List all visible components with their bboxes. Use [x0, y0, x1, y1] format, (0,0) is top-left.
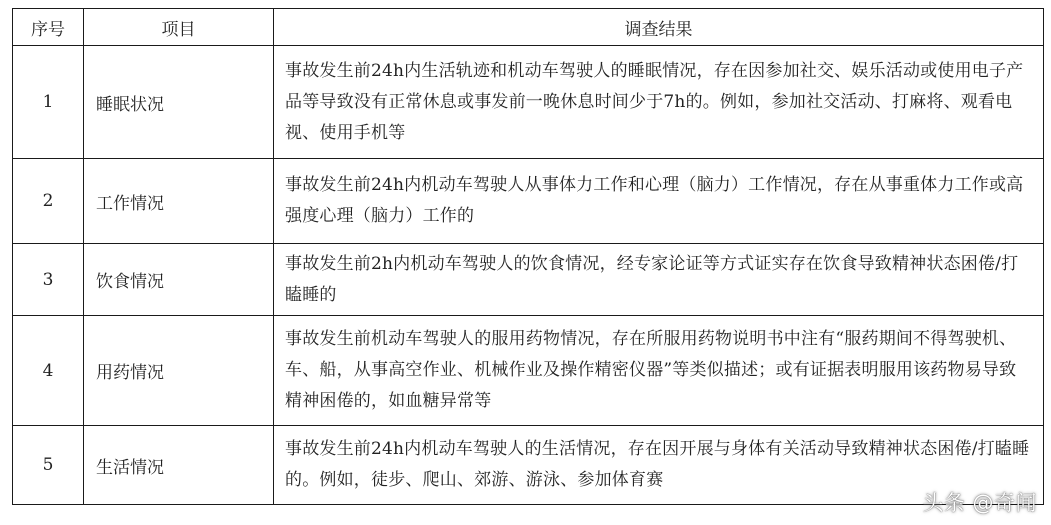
row-item: 生活情况	[84, 426, 274, 505]
header-item: 项目	[84, 9, 274, 46]
header-result: 调查结果	[274, 9, 1044, 46]
row-result: 事故发生前机动车驾驶人的服用药物情况，存在所服用药物说明书中注有“服药期间不得驾驶机、车、船，从事高空作业、机械作业及操作精密仪器”等类似描述；或有证据表明服用该药物易导致精神困倦的，如血糖异常等	[274, 316, 1044, 426]
table-row	[13, 244, 1044, 316]
row-item: 饮食情况	[84, 244, 274, 316]
table-row	[13, 316, 1044, 426]
row-result: 事故发生前24h内生活轨迹和机动车驾驶人的睡眠情况，存在因参加社交、娱乐活动或使用电子产品等导致没有正常休息或事发前一晚休息时间少于7h的。例如，参加社交活动、打麻将、观看电视、使用手机等	[274, 46, 1044, 159]
row-number: 5	[13, 426, 84, 505]
header-no: 序号	[13, 9, 84, 46]
row-result: 事故发生前2h内机动车驾驶人的饮食情况，经专家论证等方式证实存在饮食导致精神状态困倦/打瞌睡的	[274, 244, 1044, 316]
header-row	[13, 9, 1044, 46]
row-item: 用药情况	[84, 316, 274, 426]
row-item: 工作情况	[84, 159, 274, 244]
row-number: 1	[13, 46, 84, 159]
row-number: 3	[13, 244, 84, 316]
row-number: 2	[13, 159, 84, 244]
table-row	[13, 426, 1044, 505]
source-watermark: 头条 @奇闻	[922, 491, 1037, 515]
row-number: 4	[13, 316, 84, 426]
row-result: 事故发生前24h内机动车驾驶人的生活情况，存在因开展与身体有关活动导致精神状态困倦/打瞌睡的。例如，徒步、爬山、郊游、游泳、参加体育赛	[274, 426, 1044, 505]
row-item: 睡眠状况	[84, 46, 274, 159]
table-row	[13, 159, 1044, 244]
table-row	[13, 46, 1044, 159]
row-result: 事故发生前24h内机动车驾驶人从事体力工作和心理（脑力）工作情况，存在从事重体力工作或高强度心理（脑力）工作的	[274, 159, 1044, 244]
survey-table	[12, 8, 1044, 505]
